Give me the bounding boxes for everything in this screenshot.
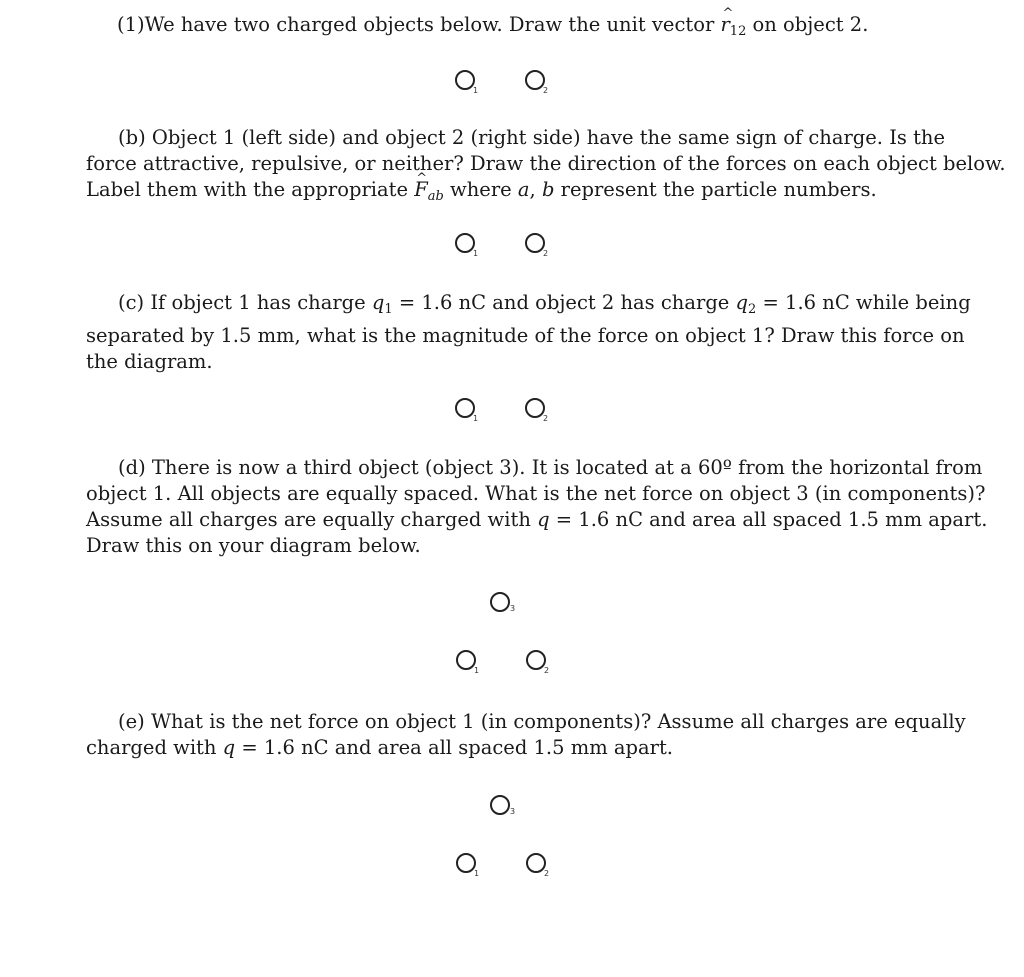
charge-circle — [455, 70, 475, 90]
part-a-text-end: on object 2. — [746, 13, 869, 36]
part-b-line-2: force attractive, repulsive, or neither? Draw the direction of the forces on each object below. — [86, 152, 1006, 175]
charge-circle — [525, 233, 545, 253]
part-d-question: (d) There is now a third object (object 3). It is located at a 60º from the horizontal from object 1. All objects are equally spaced. What is the net force on object 3 (in components)? Assume all charges are equally charged with q = 1.6 nC and area all spaced 1.5 mm apart. Draw this on your diagram below. — [86, 456, 988, 557]
part-e-line-1: (e) What is the net force on object 1 (in components)? Assume all charges are equally — [118, 710, 966, 733]
force-symbol: ^ F — [414, 177, 428, 203]
object-label: 3 — [510, 807, 516, 816]
charge-circle — [456, 650, 476, 670]
charge-circle — [526, 853, 546, 873]
charge-circle — [455, 398, 475, 418]
part-b-line-1: (b) Object 1 (left side) and object 2 (right side) have the same sign of charge. Is the — [118, 126, 946, 149]
object-label: 1 — [473, 249, 479, 258]
part-c-line-3: the diagram. — [86, 350, 213, 373]
part-a-question — [117, 12, 868, 45]
charge-circle — [526, 650, 546, 670]
part-e-question: (e) What is the net force on object 1 (in components)? Assume all charges are equally charged with q = 1.6 nC and area all spaced 1.5 mm apart. — [86, 710, 966, 759]
charge-circle — [490, 592, 510, 612]
object-label: 1 — [474, 869, 480, 878]
part-c-line-2: separated by 1.5 mm, what is the magnitude of the force on object 1? Draw this force on — [86, 324, 965, 347]
charge-circle — [490, 795, 510, 815]
unit-vector-symbol: ^ r — [720, 12, 729, 38]
object-label: 1 — [473, 86, 479, 95]
object-label: 1 — [474, 666, 480, 675]
object-label: 3 — [510, 604, 516, 613]
part-d-line-2: object 1. All objects are equally spaced. What is the net force on object 3 (in components)? — [86, 482, 986, 505]
part-c-question: (c) If object 1 has charge $q_1 = 1.6$ nC and object 2 has charge $q_2 = 1.6$ nC while being separated by 1.5 mm, what is the magnitude of the force on object 1? Draw this force on the diagram. — [86, 291, 971, 373]
charge-circle — [525, 70, 545, 90]
unit-vector-subscript: 12 — [729, 24, 747, 39]
object-label: 2 — [543, 86, 549, 95]
part-d-line-4: Draw this on your diagram below. — [86, 534, 421, 557]
object-label: 2 — [543, 249, 549, 258]
object-label: 2 — [544, 666, 550, 675]
charge-circle — [455, 233, 475, 253]
charge-circle — [525, 398, 545, 418]
object-label: 1 — [473, 414, 479, 423]
part-a-text: (1)We have two charged objects below. Draw the unit vector — [117, 13, 721, 36]
part-b-question: (b) Object 1 (left side) and object 2 (right side) have the same sign of charge. Is the force attractive, repulsive, or neither? Draw the direction of the forces on each object below. Label them with the appropriate ^ $F_{ab}$ where a, b represent the particle numbers. — [86, 125, 920, 210]
object-label: 2 — [544, 869, 550, 878]
object-label: 2 — [543, 414, 549, 423]
part-d-line-1: (d) There is now a third object (object 3). It is located at a 60º from the horizontal from — [118, 456, 983, 479]
charge-circle — [456, 853, 476, 873]
